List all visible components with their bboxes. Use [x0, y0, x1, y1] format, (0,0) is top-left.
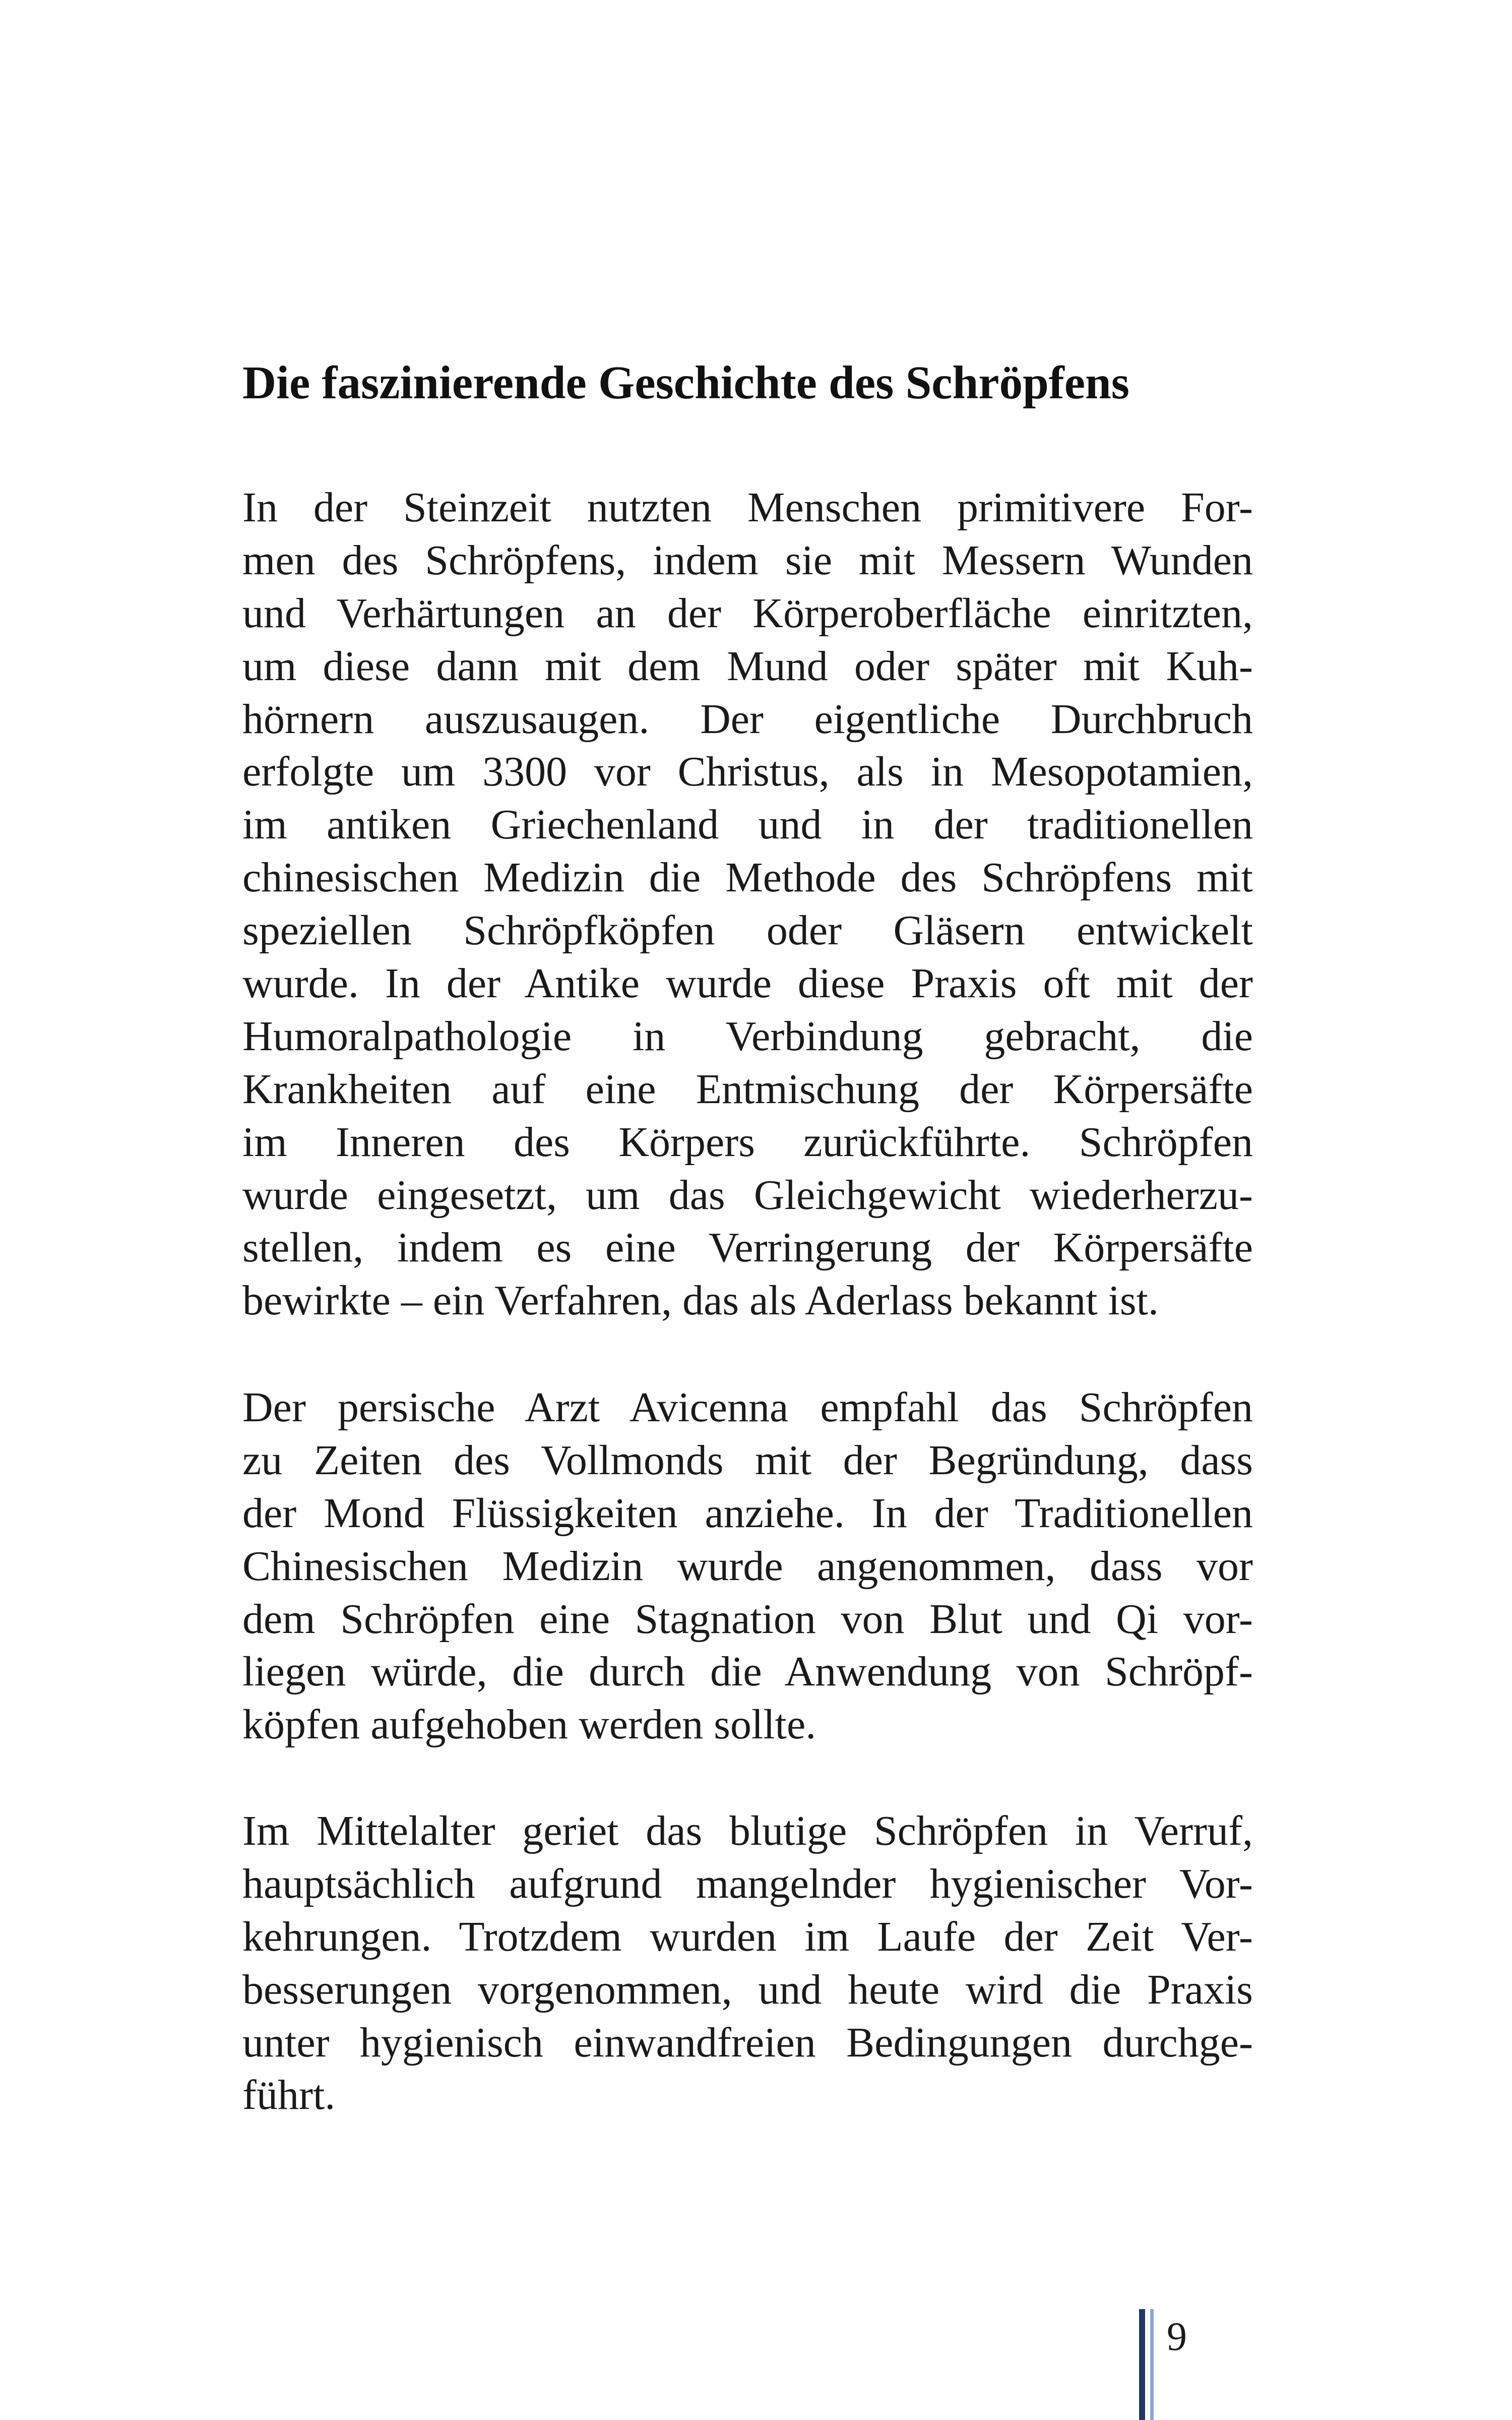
text-line: wurde eingesetzt, um das Gleichgewicht wiederherzu- — [242, 1171, 1253, 1219]
text-line: liegen würde, die durch die Anwendung von Schröpf- — [242, 1648, 1253, 1696]
page-edge-rule-light — [1150, 2309, 1154, 2420]
chapter-title: Die faszinierende Geschichte des Schröpfens — [242, 357, 1129, 409]
text-line: Krankheiten auf eine Entmischung der Körpersäfte — [242, 1065, 1253, 1113]
text-line: wurde. In der Antike wurde diese Praxis oft mit der — [242, 960, 1253, 1007]
text-line: im Inneren des Körpers zurückführte. Schröpfen — [242, 1118, 1253, 1166]
text-line: speziellen Schröpfköpfen oder Gläsern entwickelt — [242, 907, 1253, 954]
text-line: kehrungen. Trotzdem wurden im Laufe der Zeit Ver- — [242, 1913, 1253, 1960]
text-line: stellen, indem es eine Verringerung der Körpersäfte — [242, 1224, 1253, 1272]
page-number: 9 — [1167, 2315, 1187, 2359]
page-edge-rule-dark — [1139, 2309, 1145, 2420]
text-line: bewirkte – ein Verfahren, das als Aderlass bekannt ist. — [242, 1277, 1159, 1324]
text-line: erfolgte um 3300 vor Christus, als in Mesopotamien, — [242, 748, 1253, 796]
text-line: besserungen vorgenommen, und heute wird die Praxis — [242, 1966, 1253, 2013]
text-line: chinesischen Medizin die Methode des Schröpfens mit — [242, 854, 1253, 901]
text-line: dem Schröpfen eine Stagnation von Blut und Qi vor- — [242, 1595, 1253, 1643]
text-line: men des Schröpfens, indem sie mit Messern Wunden — [242, 536, 1253, 584]
text-line: unter hygienisch einwandfreien Bedingungen durchge- — [242, 2019, 1253, 2066]
text-line: Humoralpathologie in Verbindung gebracht, die — [242, 1012, 1253, 1060]
text-line: und Verhärtungen an der Körperoberfläche einritzten, — [242, 589, 1253, 637]
text-line: im antiken Griechenland und in der traditionellen — [242, 801, 1253, 849]
text-line: In der Steinzeit nutzten Menschen primitivere For- — [242, 484, 1253, 531]
text-line: Der persische Arzt Avicenna empfahl das Schröpfen — [242, 1384, 1253, 1431]
text-line: hörnern auszusaugen. Der eigentliche Durchbruch — [242, 695, 1253, 743]
text-line: Im Mittelalter geriet das blutige Schröpfen in Verruf, — [242, 1807, 1253, 1854]
text-line: um diese dann mit dem Mund oder später mit Kuh- — [242, 642, 1253, 690]
text-line: köpfen aufgehoben werden sollte. — [242, 1701, 816, 1748]
text-line: Chinesischen Medizin wurde angenommen, dass vor — [242, 1542, 1253, 1590]
paragraph-1 — [242, 481, 1253, 1327]
text-line: zu Zeiten des Vollmonds mit der Begründung, dass — [242, 1436, 1253, 1484]
text-line: führt. — [242, 2072, 336, 2119]
paragraph-2 — [242, 1381, 1253, 1751]
text-line: hauptsächlich aufgrund mangelnder hygienischer Vor- — [242, 1860, 1253, 1907]
paragraph-3 — [242, 1805, 1253, 2122]
text-line: der Mond Flüssigkeiten anziehe. In der Traditionellen — [242, 1489, 1253, 1537]
